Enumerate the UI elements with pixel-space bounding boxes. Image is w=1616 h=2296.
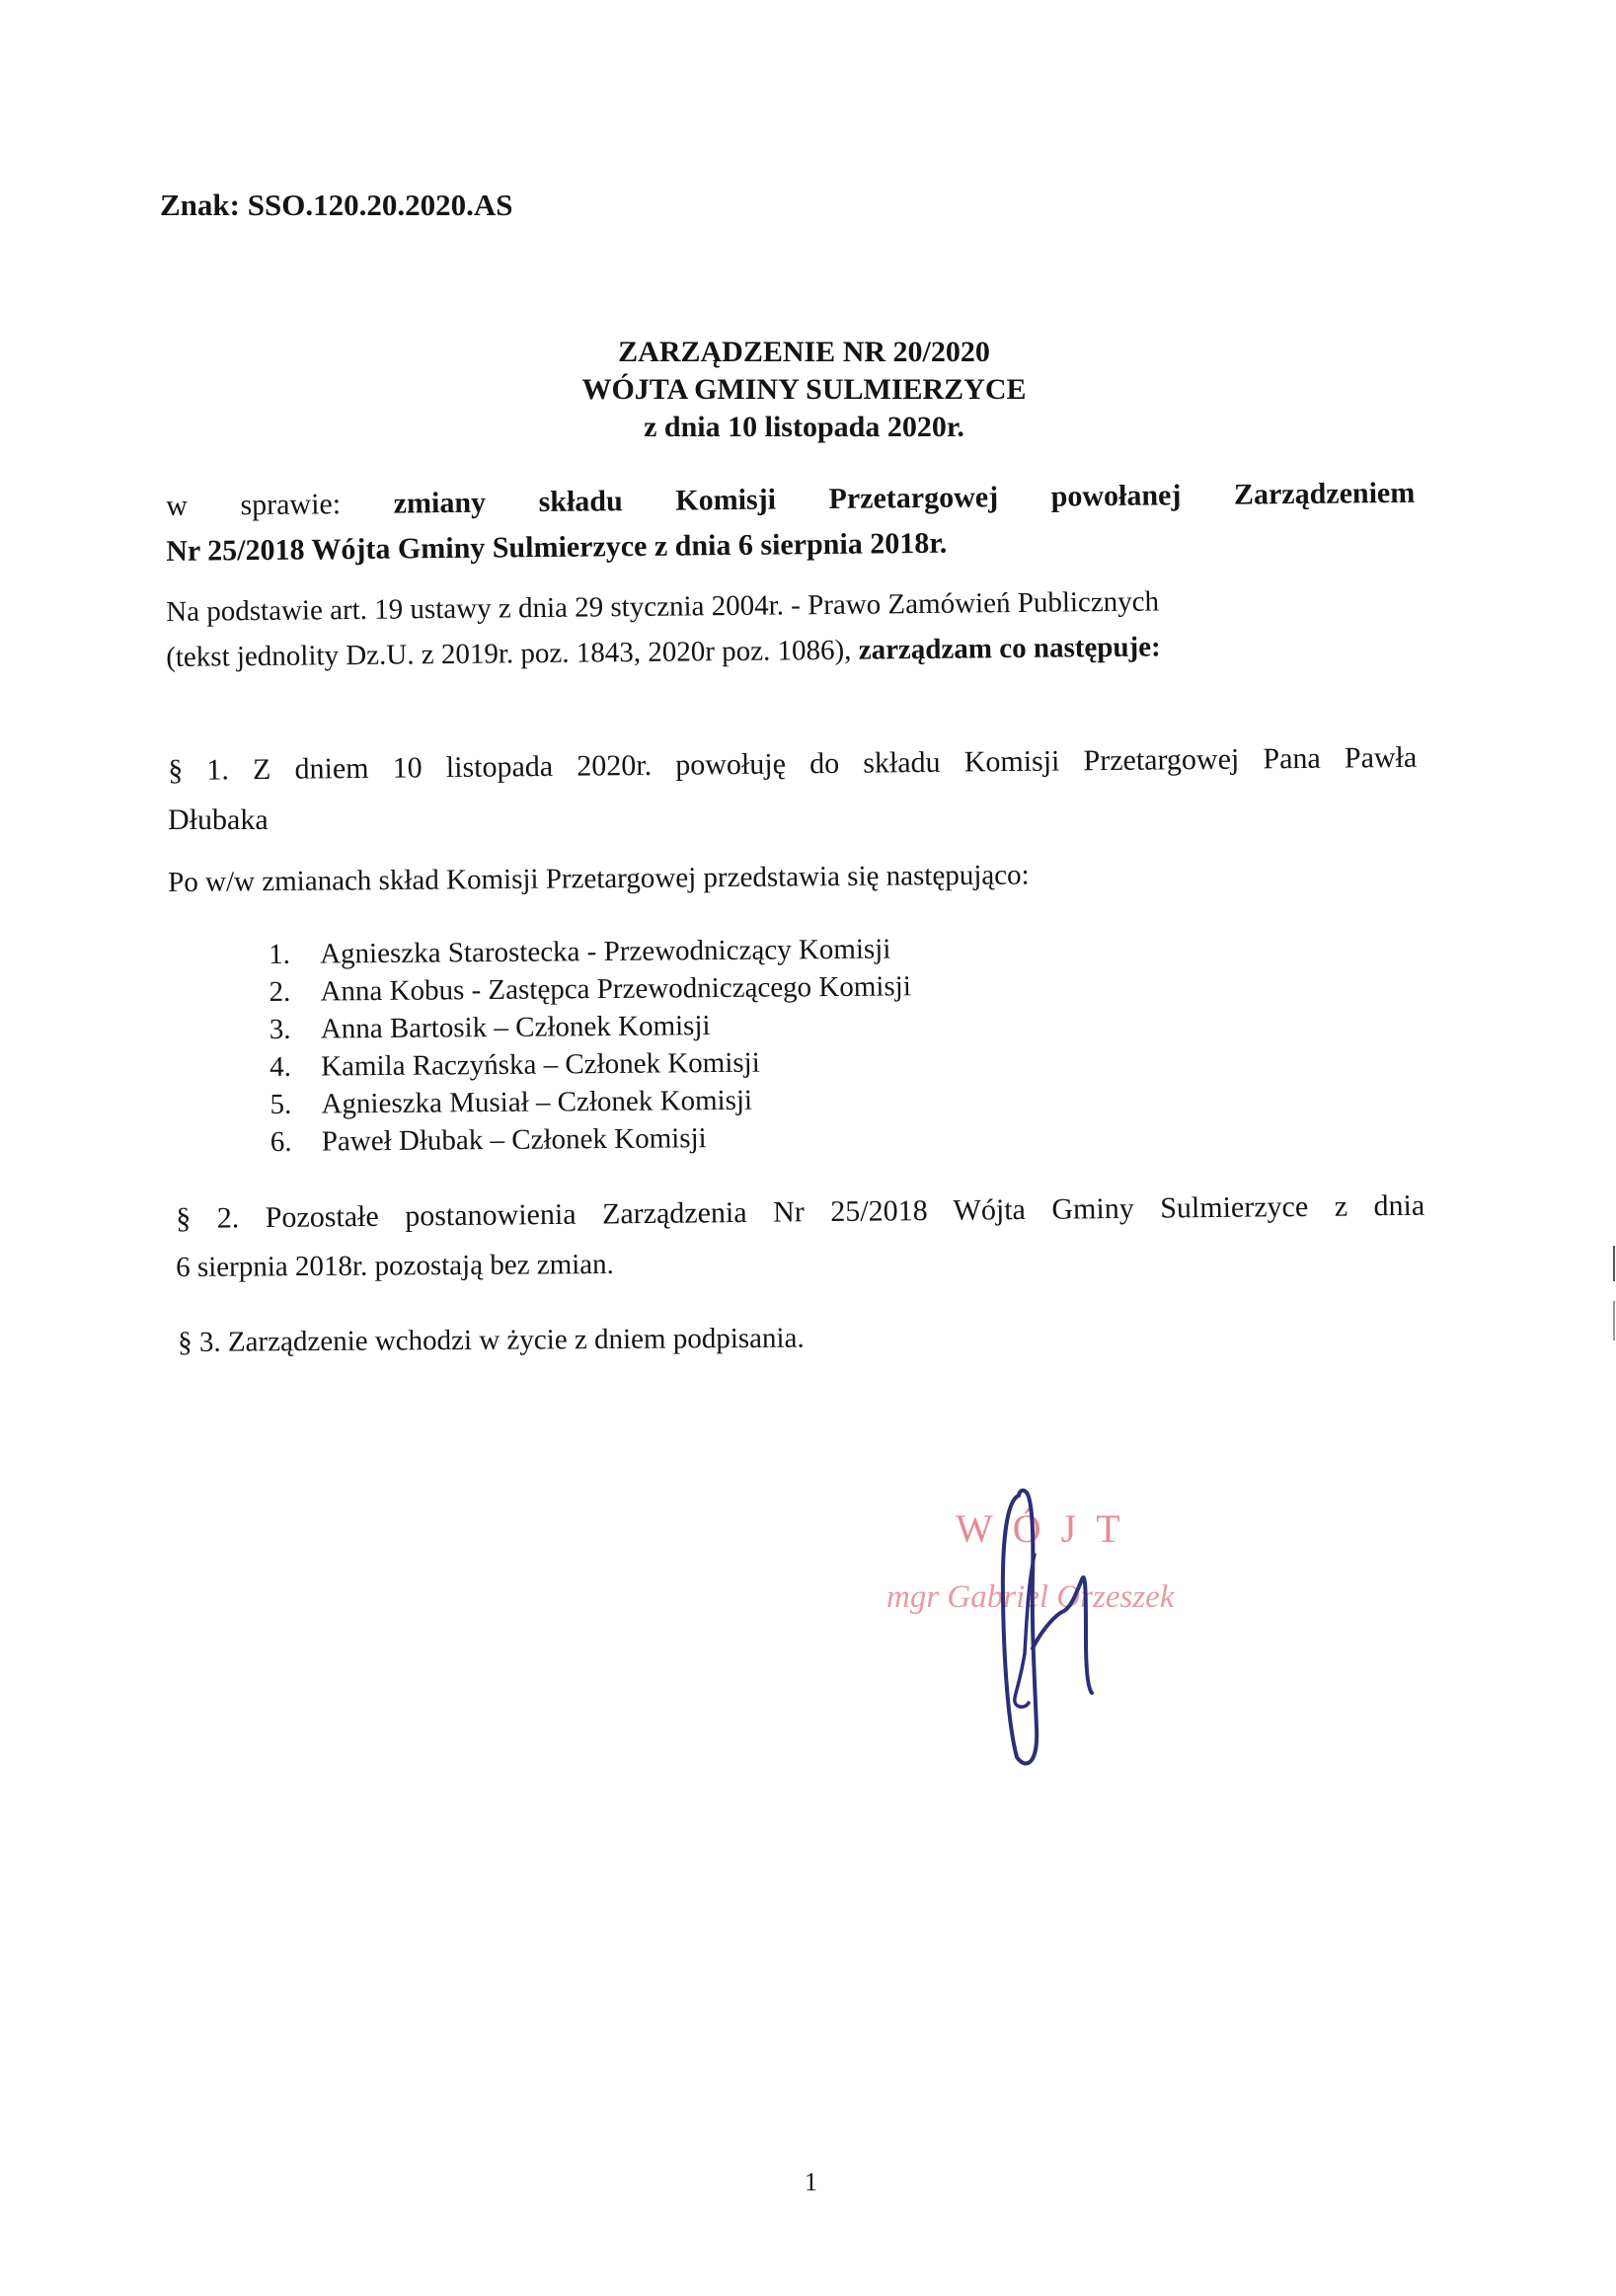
order-title-line-1: ZARZĄDZENIE NR 20/2020	[618, 336, 990, 368]
section-1-word: składu	[863, 745, 941, 780]
section-2-line-1	[176, 1184, 1424, 1241]
section-2-word: Pozostałe	[265, 1199, 379, 1235]
signature	[948, 1481, 1145, 1767]
subject-line-1	[166, 471, 1415, 528]
section-2-word: Nr	[772, 1195, 805, 1229]
stamp-title: WÓJT	[956, 1506, 1140, 1551]
subject-word: Zarządzeniem	[1233, 476, 1416, 511]
member-number: 1.	[269, 938, 291, 970]
member-name-role: Paweł Dłubak – Członek Komisji	[321, 1122, 707, 1158]
member-number: 4.	[269, 1050, 292, 1083]
section-2-word: 2.	[216, 1201, 240, 1235]
committee-member	[269, 1005, 912, 1048]
section-1-word: do	[808, 746, 840, 781]
section-1-line-2: Dłubaka	[168, 804, 269, 836]
member-name-role: Anna Bartosik – Członek Komisji	[320, 1010, 711, 1045]
section-1-word: Przetargowej	[1083, 742, 1240, 778]
section-2-word: Zarządzenia	[601, 1195, 747, 1231]
section-2-word: postanowienia	[405, 1197, 577, 1233]
committee-member	[269, 1042, 912, 1086]
legal-basis-line-2	[166, 625, 1161, 680]
page-number: 1	[805, 2168, 817, 2196]
signature-stroke	[1003, 1491, 1037, 1764]
section-1-line-1	[168, 735, 1417, 793]
section-3: § 3. Zarządzenie wchodzi w życie z dniem podpisania.	[178, 1322, 805, 1358]
member-number: 2.	[269, 975, 291, 1008]
section-1-word: Komisji	[963, 744, 1060, 779]
section-1-word: 2020r.	[577, 748, 653, 783]
section-1-word: 1.	[206, 753, 230, 787]
committee-member	[269, 930, 911, 973]
order-title-line-2: WÓJTA GMINY SULMIERZYCE	[581, 373, 1027, 406]
section-1-word: powołuję	[675, 747, 787, 782]
committee-member	[269, 1080, 912, 1123]
order-title-date: z dnia 10 listopada 2020r.	[644, 411, 964, 443]
section-1-word: dniem	[294, 751, 369, 786]
section-2-word: Gminy	[1051, 1191, 1134, 1226]
subject-word: zmiany	[393, 486, 487, 520]
subject-line-2: Nr 25/2018 Wójta Gminy Sulmierzyce z dnia 6 sierpnia 2018r.	[166, 526, 948, 568]
subject-prefix: w sprawie:	[166, 488, 342, 522]
section-2-word: z	[1334, 1189, 1348, 1223]
section-1-word: Pana	[1263, 741, 1321, 776]
signature-stroke	[1033, 1577, 1092, 1693]
document-reference: Znak: SSO.120.20.2020.AS	[160, 188, 513, 222]
composition-intro: Po w/w zmianach skład Komisji Przetargowej przedstawia się następująco:	[168, 859, 1030, 898]
section-2-line-2: 6 sierpnia 2018r. pozostają bez zmian.	[176, 1248, 614, 1283]
committee-members-list	[269, 930, 912, 1161]
section-2-word: §	[176, 1201, 192, 1235]
section-1-word: Pawła	[1344, 740, 1418, 775]
stamp-name: mgr Gabriel Orzeszek	[886, 1579, 1175, 1615]
section-1-word: Z	[252, 752, 271, 787]
subject-word: powołanej	[1050, 479, 1182, 513]
committee-member	[270, 1117, 913, 1161]
committee-member	[269, 967, 911, 1011]
section-2-word: dnia	[1373, 1188, 1425, 1223]
section-1-word: 10	[392, 751, 423, 785]
scan-edge-mark	[1613, 1301, 1615, 1340]
member-number: 3.	[269, 1013, 291, 1045]
subject-word: Przetargowej	[828, 481, 999, 515]
section-1-word: listopada	[445, 749, 554, 785]
legal-basis-line-1: Na podstawie art. 19 ustawy z dnia 29 stycznia 2004r. - Prawo Zamówień Publicznych	[166, 585, 1160, 628]
section-2-word: Wójta	[953, 1192, 1027, 1227]
member-name-role: Agnieszka Starostecka - Przewodniczący Komisji	[320, 933, 891, 970]
legal-basis-decree: zarządzam co następuje:	[858, 631, 1161, 666]
section-1-word: §	[168, 753, 184, 787]
section-2-word: 25/2018	[830, 1194, 928, 1229]
subject-word: Komisji	[675, 483, 777, 517]
member-name-role: Anna Kobus - Zastępca Przewodniczącego Komisji	[320, 970, 911, 1008]
member-name-role: Kamila Raczyńska – Członek Komisji	[321, 1046, 760, 1083]
member-name-role: Agnieszka Musiał – Członek Komisji	[321, 1084, 753, 1120]
legal-basis-citation: (tekst jednolity Dz.U. z 2019r. poz. 1843, 2020r poz. 1086),	[166, 634, 852, 673]
section-2-word: Sulmierzyce	[1160, 1189, 1309, 1225]
scan-edge-mark	[1613, 1246, 1615, 1281]
member-number: 6.	[269, 1125, 292, 1158]
subject-word: składu	[538, 485, 623, 519]
member-number: 5.	[269, 1088, 292, 1120]
